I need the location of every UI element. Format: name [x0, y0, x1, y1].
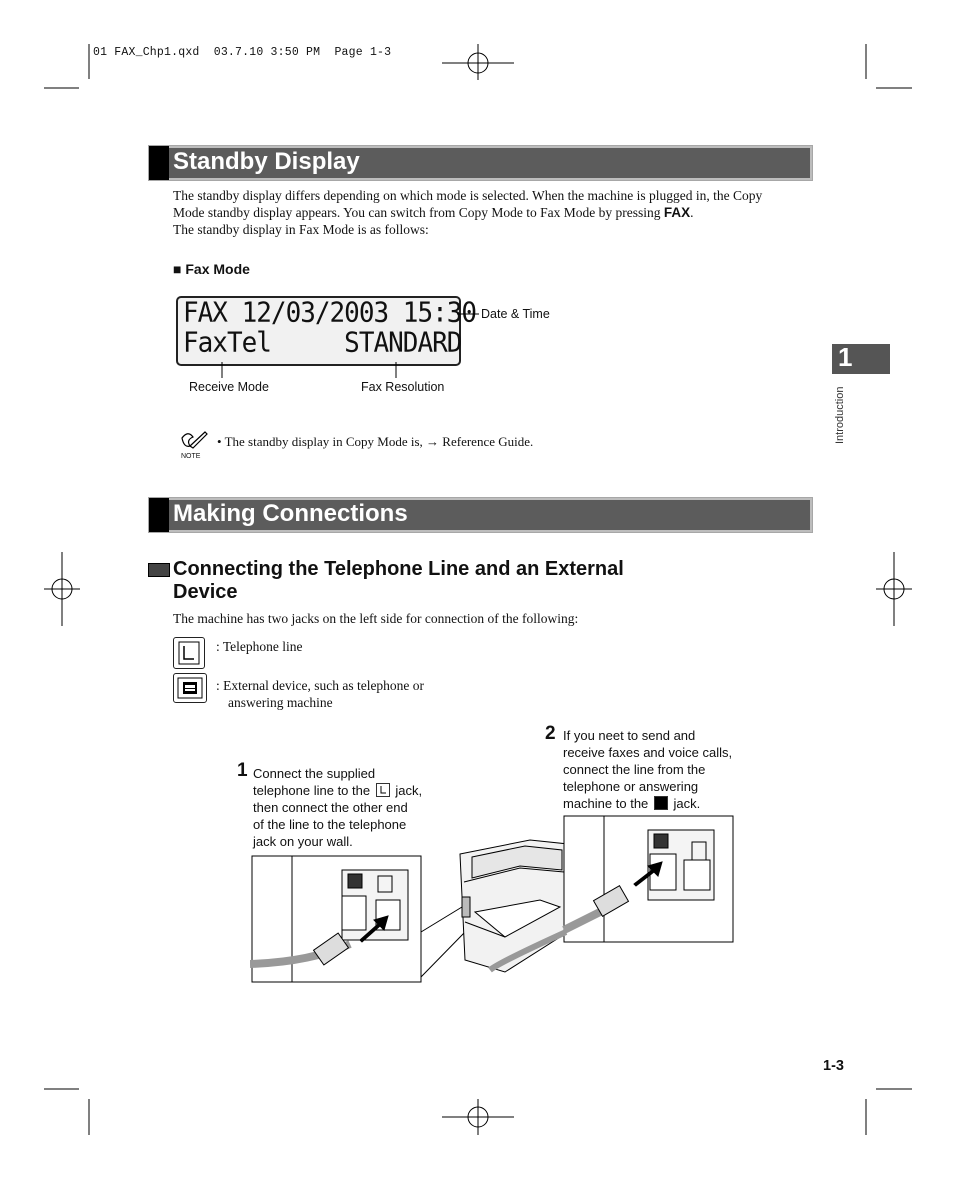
chapter-label — [834, 378, 848, 448]
chapter-label-text: Introduction — [834, 386, 846, 444]
jack-external-line-2: answering machine — [228, 695, 333, 710]
subsection-title-line-1: Connecting the Telephone Line and an External — [173, 558, 624, 580]
telephone-line-jack-icon — [173, 637, 205, 669]
label-date-time: Date & Time — [481, 307, 550, 321]
connection-illustration — [250, 812, 740, 987]
intro-line-3: The standby display in Fax Mode is as follows: — [173, 222, 429, 237]
telephone-line-jack-icon — [376, 783, 390, 797]
step-1-line-text: telephone line to the — [253, 783, 371, 798]
step-2-line: connect the line from the — [563, 762, 706, 777]
subsection-title-line-2: Device — [173, 581, 238, 603]
connections-intro: The machine has two jacks on the left side for connection of the following: — [173, 611, 579, 626]
step-2-number: 2 — [545, 723, 556, 744]
jack-telephone-text: : Telephone line — [216, 639, 303, 654]
lcd-row-2: FaxTel STANDARD — [183, 327, 462, 359]
subhead-text: Fax Mode — [185, 261, 250, 277]
label-fax-resolution: Fax Resolution — [361, 380, 445, 394]
external-device-jack-icon — [173, 673, 207, 703]
intro-line-2-text: Mode standby display appears. You can switch from Copy Mode to Fax Mode by pressing — [173, 205, 664, 220]
step-1-number: 1 — [237, 760, 248, 781]
subsection-title — [173, 558, 624, 604]
step-2-line-suffix: jack. — [669, 796, 701, 811]
print-slug: 01 FAX_Chp1.qxd 03.7.10 3:50 PM Page 1-3 — [93, 46, 392, 59]
step-2-line: receive faxes and voice calls, — [563, 745, 733, 760]
step-2-line — [563, 795, 763, 812]
subsection-marker — [148, 563, 170, 577]
intro-line-2-end: . — [690, 205, 694, 220]
chapter-tab — [832, 344, 890, 374]
fax-key: FAX — [663, 205, 691, 220]
step-1-line: of the line to the telephone — [253, 817, 407, 832]
step-2-text — [563, 727, 763, 812]
page-number: 1-3 — [823, 1058, 844, 1074]
note-label: NOTE — [181, 453, 201, 460]
intro-line-1: The standby display differs depending on which mode is selected. When the machine is plugged in, the Copy — [173, 188, 763, 203]
jack-external-text — [216, 677, 424, 711]
step-1-line: Connect the supplied — [253, 766, 376, 781]
external-device-jack-icon — [654, 796, 668, 810]
step-2-line-text: machine to the — [563, 796, 649, 811]
section-marker — [149, 498, 169, 532]
step-1-line — [253, 782, 443, 799]
lcd-row-1: FAX 12/03/2003 15:30 — [183, 297, 477, 329]
note-text: • The standby display in Copy Mode is, → Reference Guide. — [217, 434, 534, 449]
note-pencil-icon — [178, 428, 208, 454]
section-title: Standby Display — [173, 148, 360, 175]
step-2-line: If you neet to send and — [563, 728, 696, 743]
section-header-making-connections — [148, 497, 813, 533]
step-1-line: then connect the other end — [253, 800, 408, 815]
square-bullet-icon: ■ — [173, 261, 182, 277]
chapter-number: 1 — [838, 342, 853, 372]
section-title: Making Connections — [173, 500, 408, 527]
step-1-line: jack on your wall. — [253, 834, 353, 849]
step-2-line: telephone or answering — [563, 779, 699, 794]
step-1-line-suffix: jack, — [391, 783, 423, 798]
jack-external-line-1: : External device, such as telephone or — [216, 678, 425, 693]
label-receive-mode: Receive Mode — [189, 380, 269, 394]
